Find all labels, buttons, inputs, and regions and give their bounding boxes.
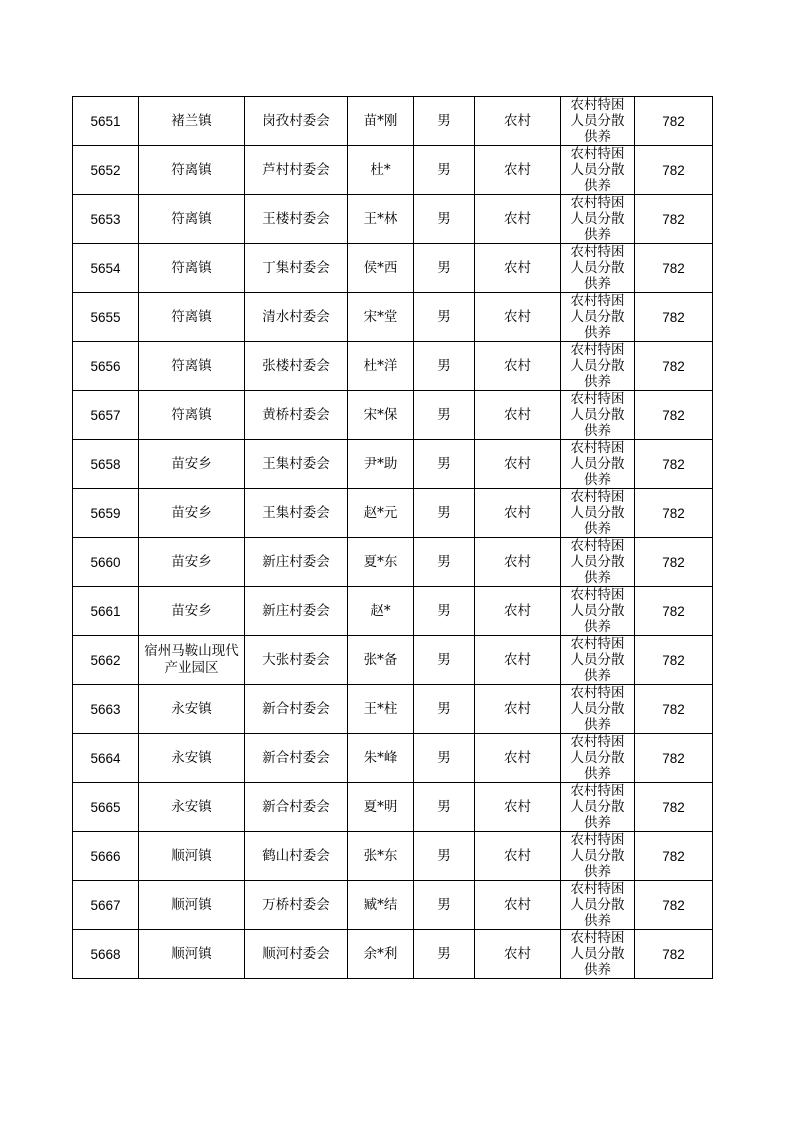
village-cell: 岗孜村委会	[245, 97, 348, 146]
amount-cell: 782	[635, 587, 713, 636]
village-cell: 万桥村委会	[245, 881, 348, 930]
village-cell: 黄桥村委会	[245, 391, 348, 440]
area-cell: 农村	[475, 685, 561, 734]
category-text: 农村特困 人员分散 供养	[570, 636, 625, 684]
category-text: 农村特困 人员分散 供养	[570, 97, 625, 145]
area-cell: 农村	[475, 832, 561, 881]
gender-cell: 男	[414, 930, 475, 979]
row-id-cell: 5653	[73, 195, 139, 244]
category-cell	[561, 97, 635, 146]
category-cell	[561, 342, 635, 391]
gender-cell: 男	[414, 489, 475, 538]
area-cell: 农村	[475, 97, 561, 146]
category-cell	[561, 244, 635, 293]
town-cell: 苗安乡	[139, 538, 245, 587]
area-cell: 农村	[475, 783, 561, 832]
name-cell: 尹*助	[348, 440, 414, 489]
amount-cell: 782	[635, 489, 713, 538]
village-cell: 清水村委会	[245, 293, 348, 342]
table-row	[73, 930, 713, 979]
gender-cell: 男	[414, 293, 475, 342]
amount-cell: 782	[635, 146, 713, 195]
amount-cell: 782	[635, 195, 713, 244]
table-row	[73, 881, 713, 930]
town-cell: 顺河镇	[139, 832, 245, 881]
category-cell	[561, 195, 635, 244]
area-cell: 农村	[475, 342, 561, 391]
area-cell: 农村	[475, 930, 561, 979]
amount-cell: 782	[635, 636, 713, 685]
row-id-cell: 5661	[73, 587, 139, 636]
category-text: 农村特困 人员分散 供养	[570, 146, 625, 194]
amount-cell: 782	[635, 342, 713, 391]
gender-cell: 男	[414, 832, 475, 881]
area-cell: 农村	[475, 734, 561, 783]
area-cell: 农村	[475, 636, 561, 685]
town-cell: 符离镇	[139, 244, 245, 293]
amount-cell: 782	[635, 783, 713, 832]
name-cell: 夏*明	[348, 783, 414, 832]
name-cell: 王*柱	[348, 685, 414, 734]
town-cell: 苗安乡	[139, 489, 245, 538]
table-row	[73, 195, 713, 244]
category-text: 农村特困 人员分散 供养	[570, 832, 625, 880]
name-cell: 夏*东	[348, 538, 414, 587]
row-id-cell: 5663	[73, 685, 139, 734]
category-text: 农村特困 人员分散 供养	[570, 342, 625, 390]
row-id-cell: 5656	[73, 342, 139, 391]
row-id-cell: 5664	[73, 734, 139, 783]
town-cell: 永安镇	[139, 783, 245, 832]
category-text: 农村特困 人员分散 供养	[570, 440, 625, 488]
town-cell: 永安镇	[139, 685, 245, 734]
row-id-cell: 5659	[73, 489, 139, 538]
category-text: 农村特困 人员分散 供养	[570, 587, 625, 635]
amount-cell: 782	[635, 538, 713, 587]
name-cell: 王*林	[348, 195, 414, 244]
category-cell	[561, 930, 635, 979]
gender-cell: 男	[414, 881, 475, 930]
village-cell: 鹤山村委会	[245, 832, 348, 881]
village-cell: 张楼村委会	[245, 342, 348, 391]
category-text: 农村特困 人员分散 供养	[570, 930, 625, 978]
table-row	[73, 538, 713, 587]
table-row	[73, 734, 713, 783]
town-cell: 符离镇	[139, 342, 245, 391]
town-cell: 褚兰镇	[139, 97, 245, 146]
area-cell: 农村	[475, 587, 561, 636]
town-cell: 永安镇	[139, 734, 245, 783]
name-cell: 赵*元	[348, 489, 414, 538]
village-cell: 新合村委会	[245, 734, 348, 783]
amount-cell: 782	[635, 685, 713, 734]
gender-cell: 男	[414, 97, 475, 146]
village-cell: 新合村委会	[245, 685, 348, 734]
category-cell	[561, 636, 635, 685]
table-row	[73, 489, 713, 538]
category-cell	[561, 538, 635, 587]
village-cell: 大张村委会	[245, 636, 348, 685]
table-row	[73, 342, 713, 391]
gender-cell: 男	[414, 244, 475, 293]
category-cell	[561, 685, 635, 734]
area-cell: 农村	[475, 440, 561, 489]
category-text: 农村特困 人员分散 供养	[570, 391, 625, 439]
data-table	[72, 96, 713, 979]
area-cell: 农村	[475, 146, 561, 195]
village-cell: 新庄村委会	[245, 587, 348, 636]
table-row	[73, 587, 713, 636]
row-id-cell: 5666	[73, 832, 139, 881]
gender-cell: 男	[414, 587, 475, 636]
gender-cell: 男	[414, 146, 475, 195]
name-cell: 宋*堂	[348, 293, 414, 342]
gender-cell: 男	[414, 440, 475, 489]
village-cell: 芦村村委会	[245, 146, 348, 195]
row-id-cell: 5655	[73, 293, 139, 342]
town-cell: 符离镇	[139, 195, 245, 244]
gender-cell: 男	[414, 734, 475, 783]
amount-cell: 782	[635, 244, 713, 293]
name-cell: 赵*	[348, 587, 414, 636]
row-id-cell: 5665	[73, 783, 139, 832]
area-cell: 农村	[475, 391, 561, 440]
category-text: 农村特困 人员分散 供养	[570, 881, 625, 929]
name-cell: 朱*峰	[348, 734, 414, 783]
amount-cell: 782	[635, 734, 713, 783]
amount-cell: 782	[635, 97, 713, 146]
category-text: 农村特困 人员分散 供养	[570, 734, 625, 782]
category-cell	[561, 587, 635, 636]
area-cell: 农村	[475, 195, 561, 244]
gender-cell: 男	[414, 391, 475, 440]
area-cell: 农村	[475, 538, 561, 587]
village-cell: 新合村委会	[245, 783, 348, 832]
area-cell: 农村	[475, 489, 561, 538]
gender-cell: 男	[414, 195, 475, 244]
category-text: 农村特困 人员分散 供养	[570, 293, 625, 341]
row-id-cell: 5657	[73, 391, 139, 440]
category-text: 农村特困 人员分散 供养	[570, 195, 625, 243]
amount-cell: 782	[635, 391, 713, 440]
village-cell: 王集村委会	[245, 440, 348, 489]
table-row	[73, 636, 713, 685]
amount-cell: 782	[635, 881, 713, 930]
row-id-cell: 5652	[73, 146, 139, 195]
row-id-cell: 5651	[73, 97, 139, 146]
name-cell: 宋*保	[348, 391, 414, 440]
category-cell	[561, 783, 635, 832]
town-cell: 符离镇	[139, 391, 245, 440]
area-cell: 农村	[475, 293, 561, 342]
town-cell: 苗安乡	[139, 440, 245, 489]
table-row	[73, 685, 713, 734]
village-cell: 王集村委会	[245, 489, 348, 538]
row-id-cell: 5660	[73, 538, 139, 587]
town-cell: 符离镇	[139, 293, 245, 342]
gender-cell: 男	[414, 538, 475, 587]
category-text: 农村特困 人员分散 供养	[570, 244, 625, 292]
category-text: 农村特困 人员分散 供养	[570, 685, 625, 733]
amount-cell: 782	[635, 293, 713, 342]
name-cell: 杜*洋	[348, 342, 414, 391]
table-row	[73, 832, 713, 881]
town-cell: 顺河镇	[139, 930, 245, 979]
gender-cell: 男	[414, 636, 475, 685]
table-row	[73, 146, 713, 195]
table-row	[73, 783, 713, 832]
name-cell: 余*利	[348, 930, 414, 979]
category-cell	[561, 146, 635, 195]
village-cell: 丁集村委会	[245, 244, 348, 293]
table-row	[73, 97, 713, 146]
table-row	[73, 440, 713, 489]
amount-cell: 782	[635, 930, 713, 979]
gender-cell: 男	[414, 342, 475, 391]
category-cell	[561, 391, 635, 440]
row-id-cell: 5667	[73, 881, 139, 930]
village-cell: 顺河村委会	[245, 930, 348, 979]
category-cell	[561, 489, 635, 538]
name-cell: 苗*刚	[348, 97, 414, 146]
table-body	[73, 97, 713, 979]
table-row	[73, 391, 713, 440]
gender-cell: 男	[414, 685, 475, 734]
name-cell: 臧*结	[348, 881, 414, 930]
name-cell: 张*东	[348, 832, 414, 881]
gender-cell: 男	[414, 783, 475, 832]
town-cell: 宿州马鞍山现代产业园区	[139, 636, 245, 685]
category-cell	[561, 293, 635, 342]
amount-cell: 782	[635, 440, 713, 489]
name-cell: 杜*	[348, 146, 414, 195]
category-cell	[561, 734, 635, 783]
amount-cell: 782	[635, 832, 713, 881]
name-cell: 侯*西	[348, 244, 414, 293]
category-text: 农村特困 人员分散 供养	[570, 783, 625, 831]
category-cell	[561, 881, 635, 930]
area-cell: 农村	[475, 244, 561, 293]
table-row	[73, 293, 713, 342]
village-cell: 新庄村委会	[245, 538, 348, 587]
area-cell: 农村	[475, 881, 561, 930]
town-cell: 符离镇	[139, 146, 245, 195]
row-id-cell: 5668	[73, 930, 139, 979]
name-cell: 张*备	[348, 636, 414, 685]
row-id-cell: 5658	[73, 440, 139, 489]
row-id-cell: 5662	[73, 636, 139, 685]
category-cell	[561, 832, 635, 881]
town-cell: 顺河镇	[139, 881, 245, 930]
table-row	[73, 244, 713, 293]
village-cell: 王楼村委会	[245, 195, 348, 244]
category-cell	[561, 440, 635, 489]
row-id-cell: 5654	[73, 244, 139, 293]
category-text: 农村特困 人员分散 供养	[570, 489, 625, 537]
category-text: 农村特困 人员分散 供养	[570, 538, 625, 586]
town-cell: 苗安乡	[139, 587, 245, 636]
